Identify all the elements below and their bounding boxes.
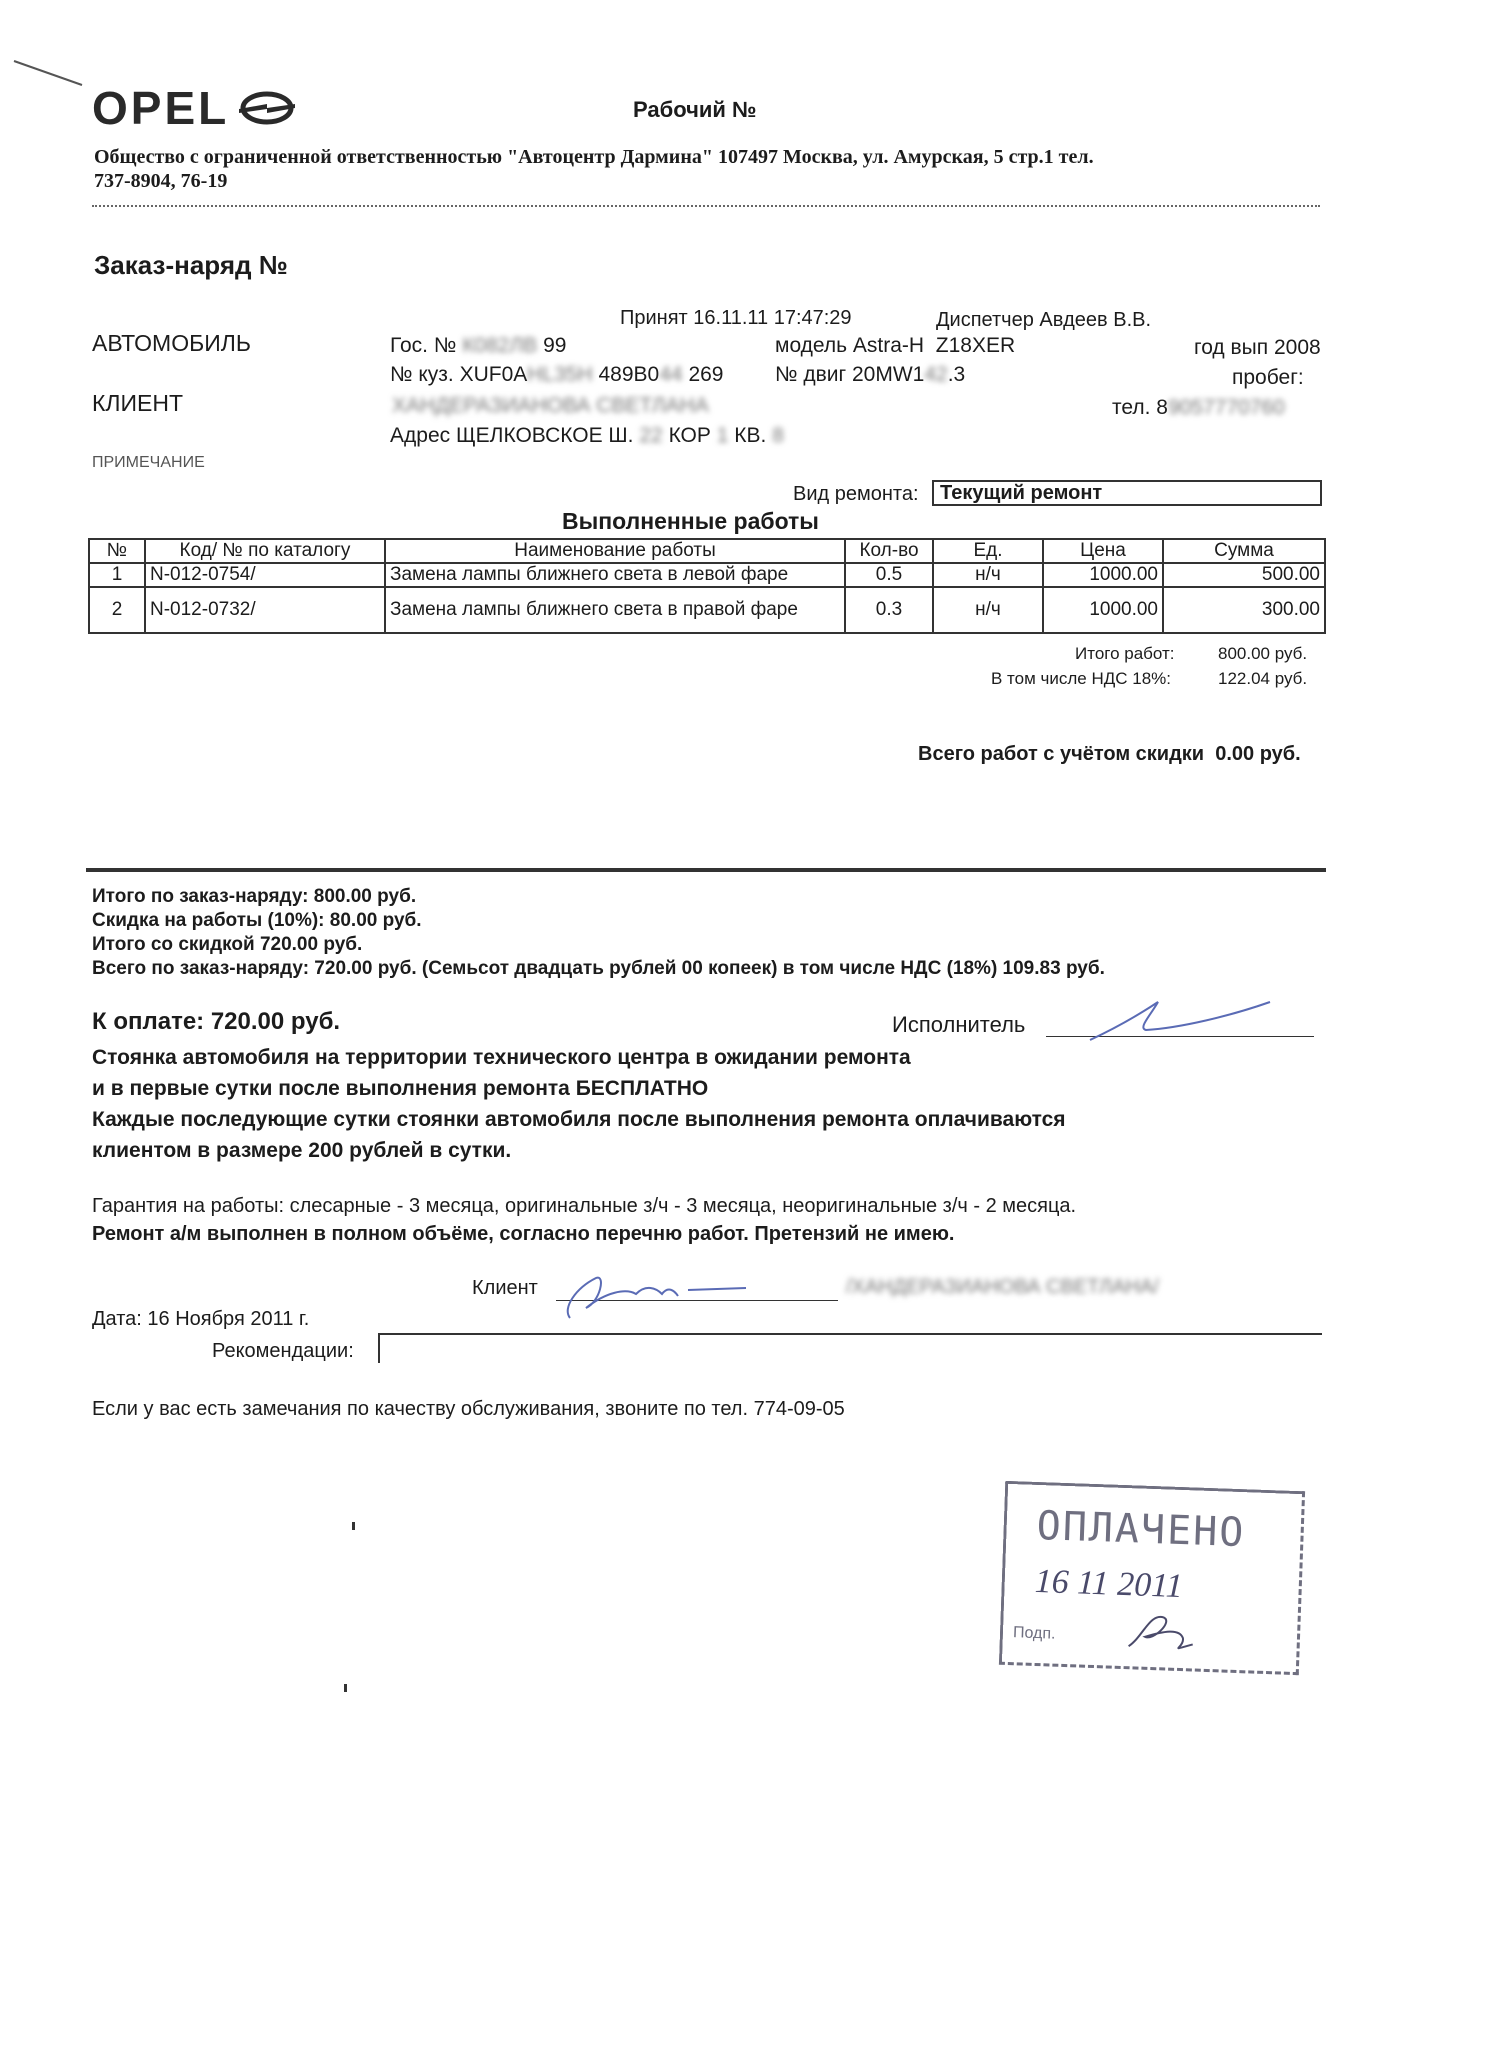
summary-discount: Скидка на работы (10%): 80.00 руб. (92, 910, 422, 931)
working-number-label: Рабочий № (633, 97, 757, 122)
car-year: год вып 2008 (1194, 336, 1321, 359)
section-divider (86, 868, 1326, 872)
row-code: N-012-0754/ (145, 563, 385, 587)
to-pay: К оплате: 720.00 руб. (92, 1008, 341, 1035)
opel-logo-text: OPEL (92, 82, 230, 134)
col-price: Цена (1043, 539, 1163, 563)
gos-label: Гос. № (390, 334, 457, 357)
client-name-redacted-2: /ХАНДЕРАЗИАНОВА СВЕТЛАНА/ (846, 1276, 1159, 1298)
client-address (390, 424, 784, 448)
opel-blitz-icon (237, 88, 297, 128)
recommendations-box (378, 1333, 1322, 1363)
row-name: Замена лампы ближнего света в левой фаре (385, 563, 845, 587)
address-redacted-1: 22 (639, 424, 663, 447)
col-name: Наименование работы (385, 539, 845, 563)
works-header-row (89, 539, 1325, 563)
row-code: N-012-0732/ (145, 587, 385, 633)
vin-redacted-1: HL35H (527, 363, 593, 386)
client-name-redacted: ХАНДЕРАЗИАНОВА СВЕТЛАНА (392, 394, 709, 417)
executor-signature (1080, 996, 1280, 1046)
address-kv: КВ. (734, 424, 767, 447)
car-model: модель Astra-H Z18XER (775, 334, 1016, 357)
col-sum: Сумма (1163, 539, 1325, 563)
vin-redacted-2: 44 (659, 363, 683, 386)
header-divider (92, 205, 1320, 207)
vin-label: № куз. XUF0A (390, 363, 528, 386)
row-no: 1 (89, 563, 145, 587)
warranty: Гарантия на работы: слесарные - 3 месяца, оригинальные з/ч - 3 месяца, неоригинальные з/ч - 2 месяца. (92, 1195, 1077, 1217)
phone-label: тел. 8 (1112, 396, 1168, 419)
gos-tail: 99 (543, 334, 567, 357)
accepted-datetime: Принят 16.11.11 17:47:29 (620, 307, 852, 329)
client-signature (556, 1268, 746, 1324)
vin-number (390, 363, 723, 387)
repair-type-value: Текущий ремонт (940, 482, 1103, 504)
parking-line-4: клиентом в размере 200 рублей в сутки. (92, 1139, 512, 1162)
mileage: пробег: (1232, 366, 1304, 389)
document-date: Дата: 16 Ноября 2011 г. (92, 1308, 310, 1330)
opel-logo (92, 78, 297, 138)
works-table (88, 538, 1326, 634)
table-row (89, 563, 1325, 587)
recommendations-label: Рекомендации: (212, 1340, 354, 1362)
row-no: 2 (89, 587, 145, 633)
stamp-date: 16 11 2011 (1034, 1562, 1184, 1606)
row-sum: 500.00 (1163, 563, 1325, 587)
gos-redacted: К082ЛВ (462, 334, 538, 357)
stamp-text: ОПЛАЧЕНО (1035, 1502, 1247, 1557)
engine-number (775, 363, 965, 387)
address-label: Адрес (390, 424, 451, 447)
order-title: Заказ-наряд № (94, 250, 288, 280)
table-row (89, 587, 1325, 633)
vin-tail: 269 (688, 363, 724, 386)
stamp-sign-label: Подп. (1012, 1624, 1056, 1643)
works-vat-label: В том числе НДС 18%: (991, 669, 1172, 688)
phone-redacted: 9057770760 (1167, 396, 1285, 419)
works-vat-value: 122.04 руб. (1218, 669, 1308, 688)
client-phone (1112, 396, 1285, 420)
client-label: КЛИЕНТ (92, 390, 184, 416)
dispatcher: Диспетчер Авдеев В.В. (936, 309, 1152, 331)
row-qty: 0.5 (845, 563, 933, 587)
company-line-2: 737-8904, 76-19 (94, 170, 228, 192)
address-value: ЩЕЛКОВСКОЕ Ш. (455, 424, 634, 447)
address-kor: КОР (668, 424, 711, 447)
stray-dot (344, 1684, 347, 1692)
works-total-value: 800.00 руб. (1218, 644, 1308, 663)
parking-line-2: и в первые сутки после выполнения ремонта БЕСПЛАТНО (92, 1077, 709, 1100)
row-qty: 0.3 (845, 587, 933, 633)
parking-line-3: Каждые последующие сутки стоянки автомобиля после выполнения ремонта оплачиваются (92, 1108, 1066, 1131)
paid-stamp (999, 1481, 1305, 1675)
col-code: Код/ № по каталогу (145, 539, 385, 563)
discount-total: Всего работ с учётом скидки 0.00 руб. (918, 743, 1301, 765)
parking-line-1: Стоянка автомобиля на территории технического центра в ожидании ремонта (92, 1046, 911, 1069)
summary-grand-total: Всего по заказ-наряду: 720.00 руб. (Семьсот двадцать рублей 00 копеек) в том числе НДС (18%) 109.83 руб. (92, 958, 1105, 979)
vin-mid: 489B0 (598, 363, 660, 386)
works-title: Выполненные работы (562, 508, 819, 534)
company-line-1: Общество с ограниченной ответственностью "Автоцентр Дармина" 107497 Москва, ул. Амурская, 5 стр.1 тел. (94, 146, 1094, 168)
engine-tail: .3 (947, 363, 966, 386)
summary-with-discount: Итого со скидкой 720.00 руб. (92, 934, 363, 955)
car-label: АВТОМОБИЛЬ (92, 330, 251, 356)
client-sign-label: Клиент (472, 1277, 538, 1299)
stray-dot (352, 1522, 355, 1530)
works-total-label: Итого работ: (1075, 644, 1175, 663)
col-unit: Ед. (933, 539, 1043, 563)
note-label: ПРИМЕЧАНИЕ (92, 454, 205, 471)
col-no: № (89, 539, 145, 563)
row-name: Замена лампы ближнего света в правой фаре (385, 587, 845, 633)
address-redacted-3: 8 (772, 424, 784, 447)
row-price: 1000.00 (1043, 563, 1163, 587)
feedback-note: Если у вас есть замечания по качеству обслуживания, звоните по тел. 774-09-05 (92, 1398, 845, 1420)
engine-redacted: 42 (924, 363, 948, 386)
address-redacted-2: 1 (716, 424, 729, 447)
stamp-signature (1122, 1606, 1204, 1659)
stray-mark (10, 55, 90, 95)
repair-type-box (932, 480, 1322, 506)
row-unit: н/ч (933, 587, 1043, 633)
col-qty: Кол-во (845, 539, 933, 563)
summary-total: Итого по заказ-наряду: 800.00 руб. (92, 886, 417, 907)
engine-label: № двиг 20MW1 (775, 363, 925, 386)
repair-type-label: Вид ремонта: (793, 483, 919, 505)
gos-number (390, 334, 566, 358)
executor-label: Исполнитель (892, 1012, 1026, 1037)
row-sum: 300.00 (1163, 587, 1325, 633)
acceptance-statement: Ремонт а/м выполнен в полном объёме, согласно перечню работ. Претензий не имею. (92, 1223, 955, 1245)
row-unit: н/ч (933, 563, 1043, 587)
row-price: 1000.00 (1043, 587, 1163, 633)
